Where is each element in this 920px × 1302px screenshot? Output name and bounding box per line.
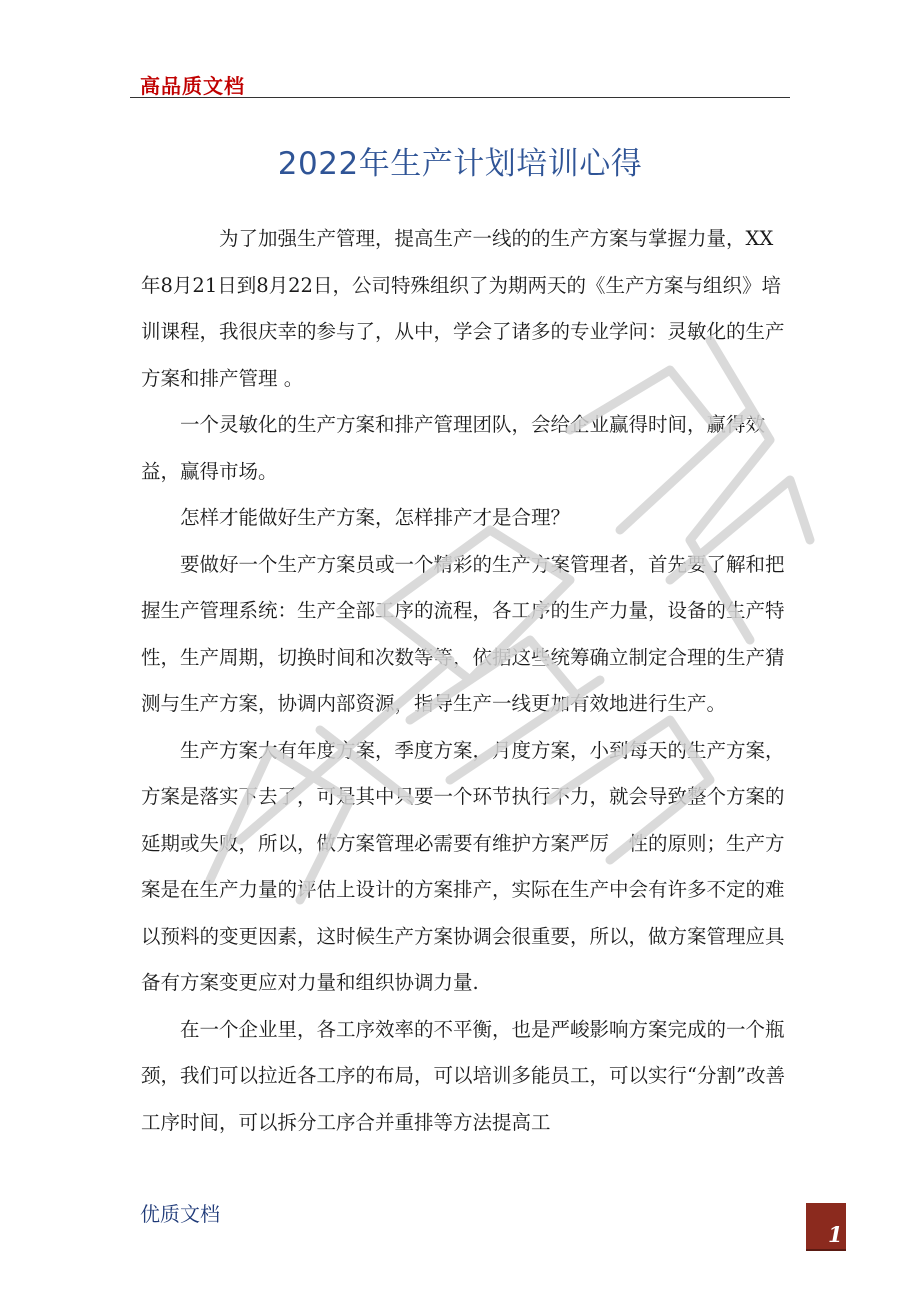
document-title: 2022年生产计划培训心得 [277,146,643,182]
paragraph-3: 怎样才能做好生产方案，怎样排产才是合理？ [180,506,571,529]
paragraph-1: 为了加强生产管理，提高生产一线的的生产方案与掌握力量，XX年8月21日到8月22日，公司特殊组织了为期两天的《生产方案与组织》培训课程，我很庆幸的参与了，从中，学会了诸多的专业学问：灵敏化的生产方案和排产管理 。 [141,227,785,390]
page-number: 1 [828,1222,843,1247]
header-label: 高品质文档 [140,74,245,98]
paragraph-6: 在一个企业里，各工序效率的不平衡，也是严峻影响方案完成的一个瓶颈，我们可以拉近各工序的布局，可以培训多能员工，可以实行“分割”改善工序时间，可以拆分工序合并重排等方法提高工 [141,1017,785,1134]
document-body [141,216,791,1146]
paragraph-4: 要做好一个生产方案员或一个精彩的生产方案管理者，首先要了解和把握生产管理系统：生产全部工序的流程，各工序的生产力量，设备的生产特性，生产周期，切换时间和次数等等，依据这些统筹确立制定合理的生产猜测与生产方案，协调内部资源，指导生产一线更加有效地进行生产。 [141,552,785,715]
paragraph-5: 生产方案大有年度方案，季度方案，月度方案，小到每天的生产方案，方案是落实下去了，可是其中只要一个环节执行不力，就会导致整个方案的延期或失败，所以，做方案管理必需要有维护方案严厉 性的原则；生产方案是在生产力量的评估上设计的方案排产，实际在生产中会有许多不定的难以预料的变更因素，这时候生产方案协调会很重要，所以，做方案管理应具备有方案变更应对力量和组织协调力量. [141,738,785,994]
paragraph-2: 一个灵敏化的生产方案和排产管理团队，会给企业赢得时间，赢得效益，赢得市场。 [141,413,766,483]
footer-label: 优质文档 [140,1202,220,1226]
header-divider [130,97,790,98]
page-number-underline [806,1249,846,1251]
